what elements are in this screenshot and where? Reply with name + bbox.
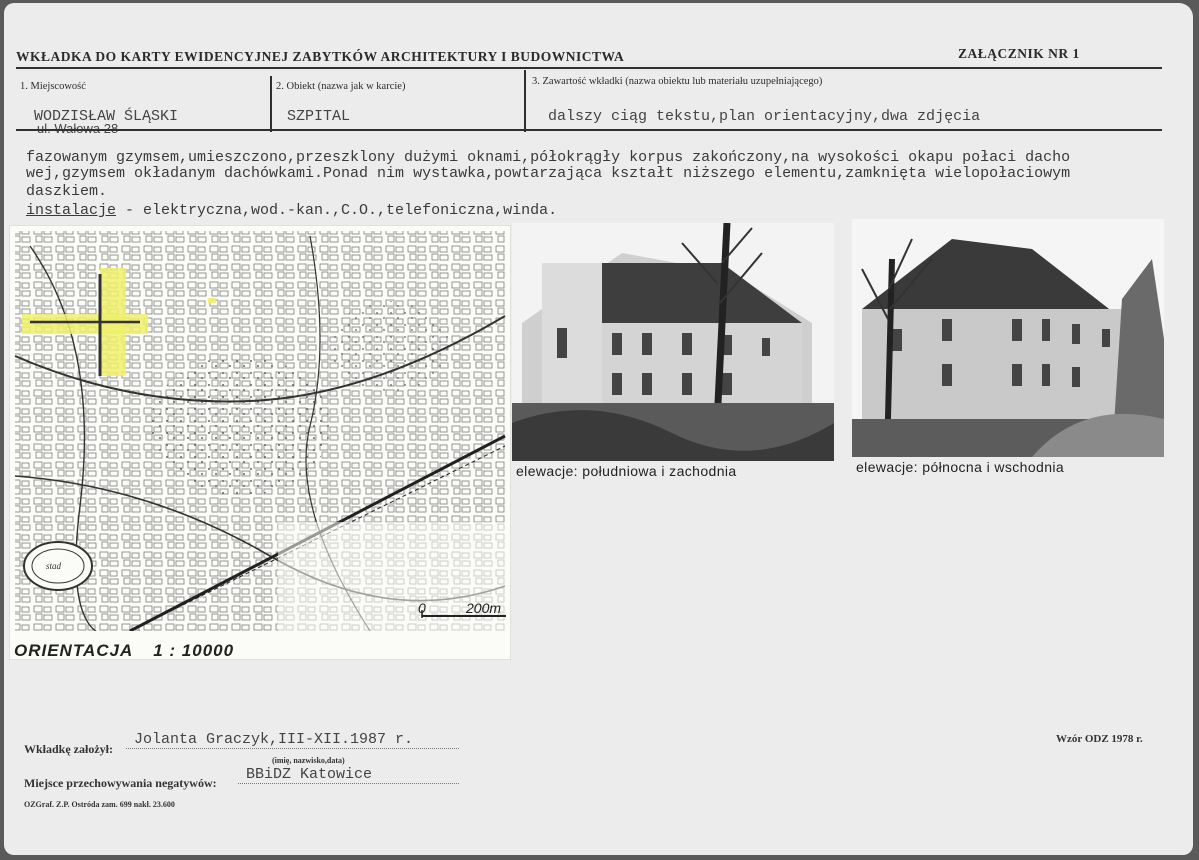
locality-value: WODZISŁAW ŚLĄSKI [34, 108, 179, 125]
map-title [14, 641, 234, 661]
printer-info: OZGraf. Z.P. Ostróda zam. 699 nakł. 23.600 [24, 800, 175, 809]
field-divider [524, 70, 526, 132]
installations-line [26, 203, 557, 218]
installations-label: instalacje [26, 202, 117, 219]
negatives-label: Miejsce przechowywania negatywów: [24, 776, 217, 790]
form-title: WKŁADKA DO KARTY EWIDENCYJNEJ ZABYTKÓW ARCHITEKTURY I BUDOWNICTWA [16, 49, 625, 64]
content-value: dalszy ciąg tekstu,plan orientacyjny,dwa zdjęcia [548, 108, 981, 125]
photo-caption: elewacje: północna i wschodnia [856, 459, 1065, 475]
annex-number: ZAŁĄCZNIK NR 1 [958, 46, 1080, 61]
author-label: Wkładkę założył: [24, 742, 113, 756]
content-label: 3. Zawartość wkładki (nazwa obiektu lub materiału uzupełniającego) [532, 76, 823, 87]
photo-north-east [852, 219, 1164, 457]
photo-south-west [512, 223, 834, 461]
body-line: daszkiem. [26, 183, 108, 200]
object-label: 2. Obiekt (nazwa jak w karcie) [276, 81, 406, 92]
author-hint: (imię, nazwisko,data) [272, 756, 345, 765]
header-rule [16, 67, 1162, 69]
orientation-map [9, 225, 511, 660]
body-line: wej,gzymsem okładanym dachówkami.Ponad nim wystawka,powtarzająca kształt niższego elementu,zamknięta wielopołaciowym [26, 165, 1071, 182]
installations-text: - elektryczna,wod.-kan.,C.O.,telefoniczna,winda. [116, 202, 558, 219]
scalebar-zero: 0 [418, 600, 426, 616]
scalebar-length: 200m [466, 600, 502, 616]
photo-caption: elewacje: południowa i zachodnia [516, 463, 737, 479]
negatives-value: BBiDZ Katowice [238, 766, 459, 784]
body-line: fazowanym gzymsem,umieszczono,przeszklony dużymi oknami,półokrągły korpus zakończony,na wysokości okapu połaci dacho [26, 149, 1071, 166]
fields-rule [16, 129, 1162, 131]
form-model: Wzór ODZ 1978 r. [1056, 733, 1143, 745]
author-value: Jolanta Graczyk,III-XII.1987 r. [126, 731, 459, 749]
field-divider [270, 76, 272, 132]
object-value: SZPITAL [287, 108, 351, 125]
locality-label: 1. Miejscowość [20, 81, 86, 92]
map-scale: 1 : 10000 [153, 641, 235, 660]
stadium-label: stad [46, 561, 62, 571]
map-title-text: ORIENTACJA [14, 641, 134, 660]
